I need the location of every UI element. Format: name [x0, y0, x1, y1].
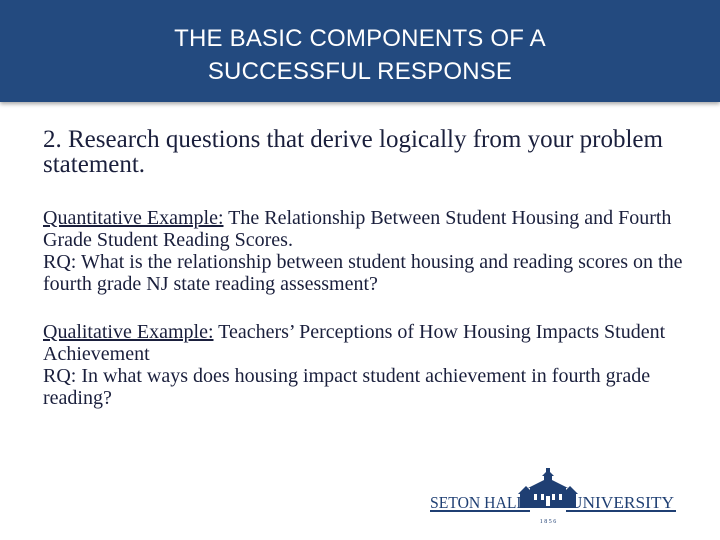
- logo-wordmark-right: UNIVERSITY: [570, 493, 674, 512]
- quantitative-example-title: The Relationship Between Student Housing and Fourth Grade Student Reading Scores.: [43, 207, 672, 251]
- logo-wordmark-left: SETON HALL: [430, 493, 526, 512]
- slide-body: [43, 127, 683, 435]
- slide-title-line-1: THE BASIC COMPONENTS OF A: [174, 25, 546, 52]
- slide-title-line-2: SUCCESSFUL RESPONSE: [207, 58, 513, 85]
- logo-founding-year: 1 8 5 6: [539, 519, 557, 525]
- qualitative-example-title: Teachers’ Perceptions of How Housing Impacts Student Achievement: [43, 321, 666, 365]
- qualitative-example-heading: [43, 321, 683, 365]
- main-point: 2. Research questions that derive logically from your problem statement.: [43, 126, 663, 178]
- quantitative-research-question: RQ: What is the relationship between student housing and reading scores on the fourth grade NJ state reading assessment?: [43, 251, 683, 295]
- qualitative-example-label: Qualitative Example:: [43, 321, 214, 343]
- qualitative-research-question: RQ: In what ways does housing impact student achievement in fourth grade reading?: [43, 365, 651, 409]
- seton-hall-university-logo: [430, 466, 676, 526]
- qualitative-example: [43, 321, 683, 409]
- title-bar: [0, 0, 720, 102]
- quantitative-example-label: Quantitative Example:: [43, 207, 224, 229]
- quantitative-example: [43, 207, 683, 295]
- quantitative-example-heading: [43, 207, 683, 251]
- slide-title: [0, 22, 720, 88]
